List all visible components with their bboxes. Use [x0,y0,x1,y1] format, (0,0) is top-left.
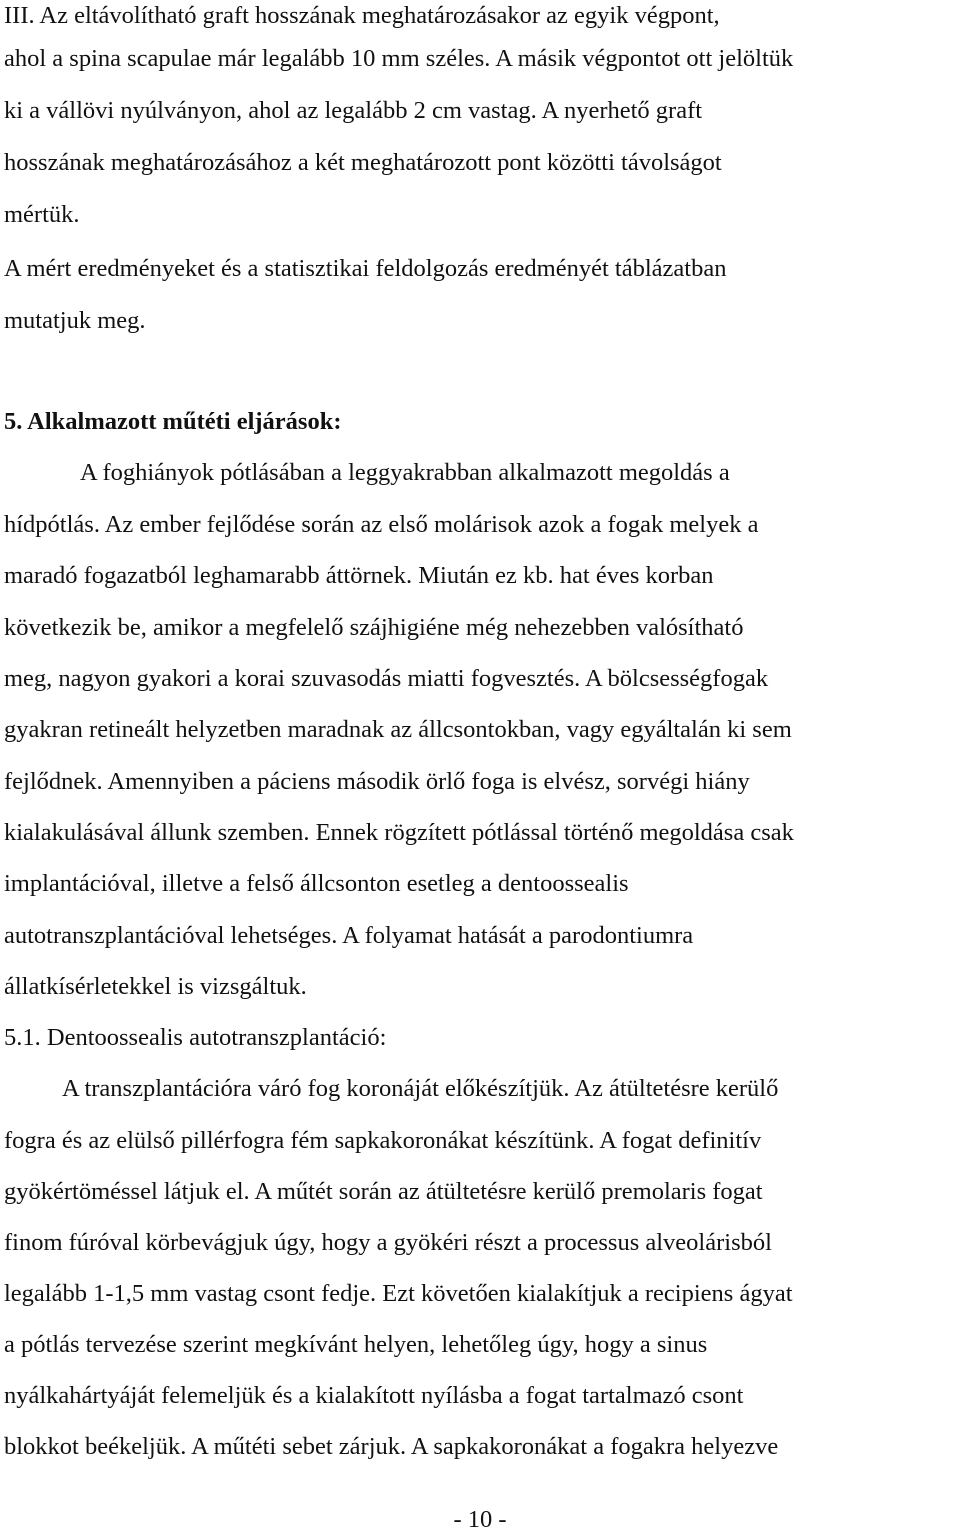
paragraph-line: mutatjuk meg. [4,307,146,334]
document-page [2,0,958,1531]
paragraph-line: hosszának meghatározásához a két meghatározott pont közötti távolságot [4,149,722,176]
paragraph-line: a pótlás tervezése szerint megkívánt helyen, lehetőleg úgy, hogy a sinus [4,1331,708,1358]
paragraph-line: III. Az eltávolítható graft hosszának meghatározásakor az egyik végpont, [4,2,720,29]
paragraph-line: nyálkahártyáját felemeljük és a kialakított nyílásba a fogat tartalmazó csont [4,1382,744,1409]
paragraph-line: fogra és az elülső pillérfogra fém sapkakoronákat készítünk. A fogat definitív [4,1127,762,1154]
paragraph-line: mértük. [4,201,80,228]
paragraph-line: ki a vállövi nyúlványon, ahol az legalább 2 cm vastag. A nyerhető graft [4,97,703,124]
paragraph-line: gyökértöméssel látjuk el. A műtét során az átültetésre kerülő premolaris fogat [4,1178,763,1205]
section-heading: 5. Alkalmazott műtéti eljárások: [4,408,342,435]
paragraph-line: következik be, amikor a megfelelő szájhigiéne még nehezebben valósítható [4,614,744,641]
paragraph-line: implantációval, illetve a felső állcsonton esetleg a dentoossealis [4,870,629,897]
paragraph-line: fejlődnek. Amennyiben a páciens második örlő foga is elvész, sorvégi hiány [4,768,750,795]
paragraph-line: gyakran retineált helyzetben maradnak az állcsontokban, vagy egyáltalán ki sem [4,716,792,743]
paragraph-line: legalább 1-1,5 mm vastag csont fedje. Ezt követően kialakítjuk a recipiens ágyat [4,1280,793,1307]
paragraph-line: A transzplantációra váró fog koronáját előkészítjük. Az átültetésre kerülő [62,1075,779,1102]
paragraph-line: kialakulásával állunk szemben. Ennek rögzített pótlással történő megoldása csak [4,819,794,846]
page-number: - 10 - [453,1506,507,1533]
subsection-heading: 5.1. Dentoossealis autotranszplantáció: [4,1024,387,1051]
paragraph-line: maradó fogazatból leghamarabb áttörnek. Miután ez kb. hat éves korban [4,562,714,589]
paragraph-line: A mért eredményeket és a statisztikai feldolgozás eredményét táblázatban [4,255,727,282]
paragraph-line: hídpótlás. Az ember fejlődése során az első molárisok azok a fogak melyek a [4,511,759,538]
paragraph-line: állatkísérletekkel is vizsgáltuk. [4,973,307,1000]
paragraph-line: finom fúróval körbevágjuk úgy, hogy a gyökéri részt a processus alveolárisból [4,1229,772,1256]
paragraph-line: meg, nagyon gyakori a korai szuvasodás miatti fogvesztés. A bölcsességfogak [4,665,769,692]
paragraph-line: blokkot beékeljük. A műtéti sebet zárjuk. A sapkakoronákat a fogakra helyezve [4,1433,779,1460]
paragraph-line: A foghiányok pótlásában a leggyakrabban alkalmazott megoldás a [80,459,730,486]
paragraph-line: ahol a spina scapulae már legalább 10 mm széles. A másik végpontot ott jelöltük [4,45,794,72]
paragraph-line: autotranszplantációval lehetséges. A folyamat hatását a parodontiumra [4,922,694,949]
